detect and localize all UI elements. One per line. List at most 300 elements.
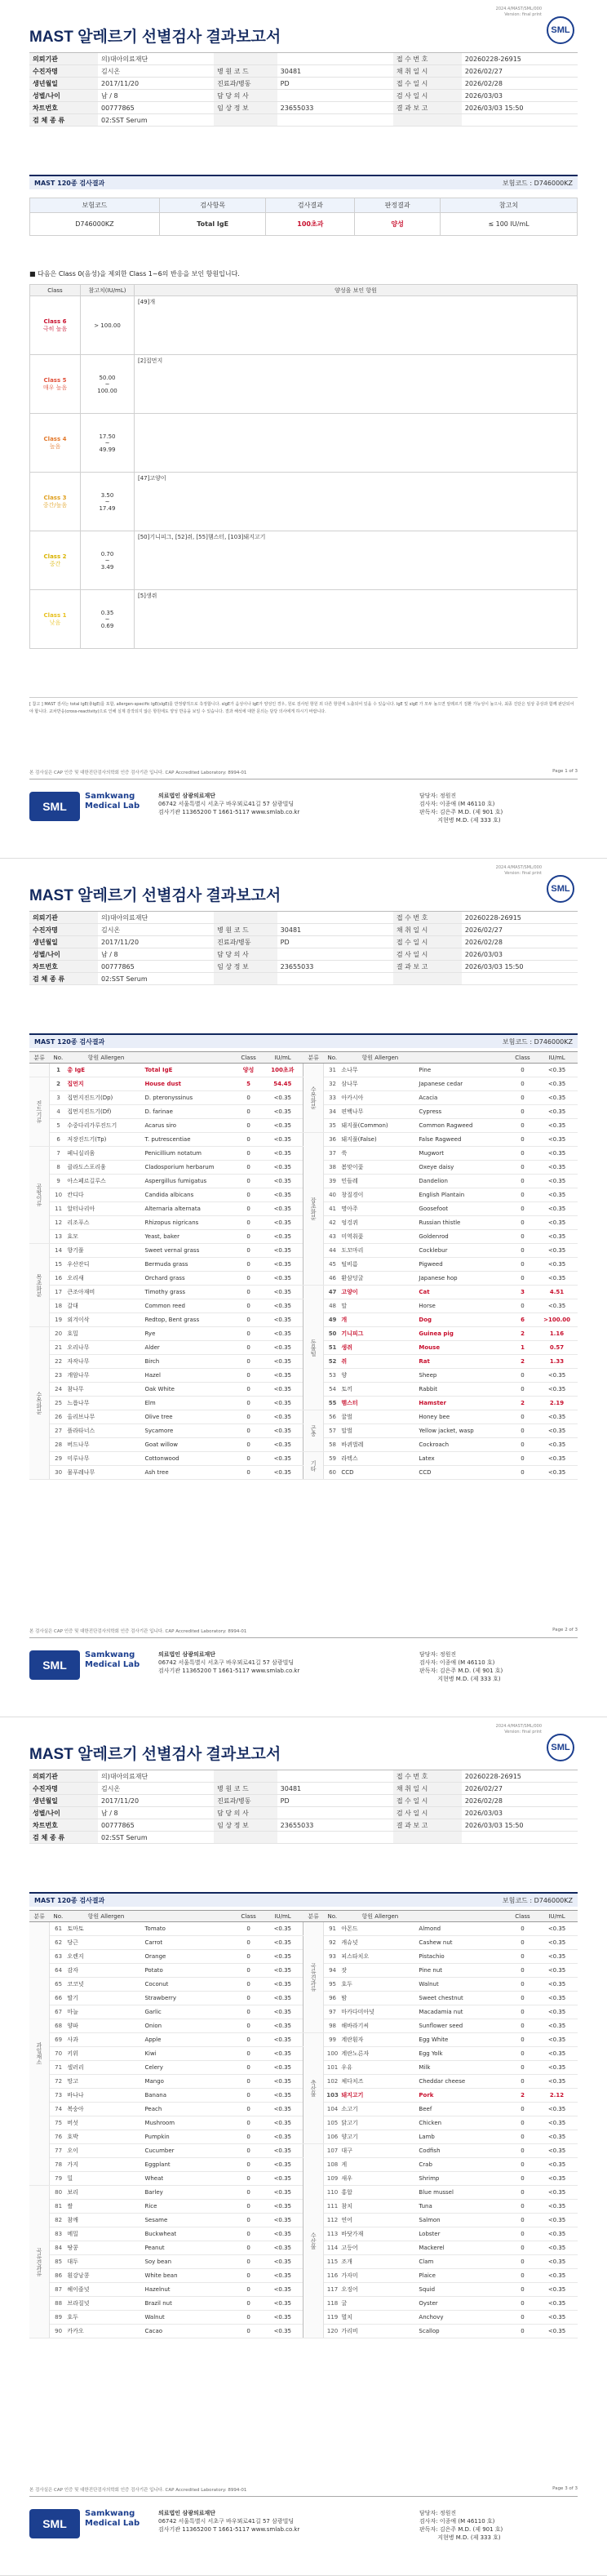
allergen-eng: D. farinae [144, 1105, 235, 1119]
allergen-kor: 셀러리 [67, 2061, 144, 2075]
allergen-value: <0.35 [262, 1424, 304, 1438]
allergen-value: <0.35 [262, 1119, 304, 1133]
info-label: 검 사 일 시 [393, 948, 462, 961]
summary-header: 판정결과 [355, 198, 441, 213]
allergen-kor: 엉겅퀴 [341, 1216, 419, 1230]
info-label: 병 원 코 드 [214, 924, 277, 936]
allergen-eng: Walnut [144, 2311, 235, 2325]
allergen-class: 0 [235, 1397, 262, 1410]
allergen-class: 0 [509, 2033, 536, 2047]
allergen-eng: Garlic [144, 2005, 235, 2019]
allergen-class: 0 [235, 1244, 262, 1258]
info-row [29, 961, 578, 973]
allergen-no: 12 [49, 1216, 67, 1230]
allergen-eng: Carrot [144, 1936, 235, 1950]
info-value: 00777865 [98, 1819, 214, 1832]
allergen-kor: 브라질넛 [67, 2297, 144, 2311]
allergen-class: 0 [235, 1922, 262, 1936]
allergen-value: <0.35 [536, 2116, 578, 2130]
info-label [214, 1832, 277, 1844]
info-value: 남 / 8 [98, 1807, 214, 1819]
allergen-no: 75 [49, 2116, 67, 2130]
allergen-value: <0.35 [536, 1216, 578, 1230]
allergen-eng: Elm [144, 1397, 235, 1410]
allergen-kor: CCD [341, 1466, 419, 1480]
summary-item: Total IgE [159, 213, 266, 236]
allergen-eng: Cockroach [419, 1438, 509, 1452]
allergen-value: <0.35 [536, 2103, 578, 2116]
allergen-class: 5 [235, 1077, 262, 1091]
info-label: 검 체 종 류 [29, 973, 98, 985]
results-header-cell: 항원 Allergen [67, 1052, 144, 1064]
info-label: 접 수 일 시 [393, 1795, 462, 1807]
info-row [29, 1770, 578, 1783]
version-note: 2024.4/MAST/SML/000 Version: final print [495, 7, 542, 17]
info-label: 담 당 의 사 [214, 1807, 277, 1819]
allergen-kor: 돼지풀(Common) [341, 1119, 419, 1133]
allergen-class: 0 [235, 1147, 262, 1161]
class-header: 양성을 보인 항원 [135, 285, 578, 296]
allergen-no: 100 [323, 2047, 341, 2061]
allergen-class: 0 [235, 1105, 262, 1119]
info-value: 김시온 [98, 1783, 214, 1795]
allergen-kor: 피스타치오 [341, 1950, 419, 1964]
footer-signatures: 담당자: 정원진 검사자: 이종애 (M 46110 호) 판독자: 김은주 M.D. (제 901 호) 지현병 M.D. (제 333 호) [419, 1651, 503, 1682]
allergen-class: 0 [235, 2019, 262, 2033]
allergen-no: 115 [323, 2255, 341, 2269]
allergen-eng: Common reed [144, 1299, 235, 1313]
allergen-kor: 조개 [341, 2255, 419, 2269]
allergen-eng: Macadamia nut [419, 2005, 509, 2019]
class-desc: 중간 [49, 560, 61, 567]
info-label: 생년월일 [29, 1795, 98, 1807]
allergen-class: 0 [509, 1133, 536, 1147]
allergen-group: 목초화분 [29, 1244, 49, 1327]
info-label [214, 114, 277, 127]
allergen-no: 30 [49, 1466, 67, 1480]
allergen-value: <0.35 [536, 1438, 578, 1452]
allergen-value: <0.35 [536, 2172, 578, 2186]
result-row [29, 1286, 578, 1299]
allergen-no: 1 [49, 1064, 67, 1077]
class-header: 참고치(IU/mL) [81, 285, 135, 296]
allergen-class: 0 [235, 1161, 262, 1175]
result-row [29, 1410, 578, 1424]
info-value [277, 114, 393, 127]
results-header-cell: Class [509, 1911, 536, 1922]
info-label: 접 수 번 호 [393, 1770, 462, 1783]
allergen-no: 51 [323, 1341, 341, 1355]
info-value: 20260228-26915 [462, 53, 578, 65]
allergen-class: 0 [235, 2325, 262, 2338]
allergen-kor: 올리브나무 [67, 1410, 144, 1424]
allergen-kor: 딸기 [67, 1992, 144, 2005]
info-label: 성별/나이 [29, 1807, 98, 1819]
summary-header: 검사결과 [266, 198, 355, 213]
allergen-eng: Crab [419, 2158, 509, 2172]
allergen-no: 20 [49, 1327, 67, 1341]
info-label: 검 사 일 시 [393, 1807, 462, 1819]
allergen-class: 0 [235, 1950, 262, 1964]
allergen-value: <0.35 [262, 2130, 304, 2144]
allergen-no: 94 [323, 1964, 341, 1978]
class-allergens: [47]고양이 [135, 473, 578, 531]
allergen-kor: 느릅나무 [67, 1397, 144, 1410]
allergen-class: 0 [235, 2061, 262, 2075]
allergen-no: 39 [323, 1175, 341, 1188]
allergen-class: 0 [509, 1978, 536, 1992]
allergen-class: 0 [235, 1175, 262, 1188]
footer-addr: 06742 서울특별시 서초구 바우뫼로41길 57 삼광빌딩 [158, 801, 295, 807]
allergen-eng: White bean [144, 2269, 235, 2283]
allergen-eng: Apple [144, 2033, 235, 2047]
allergen-eng: Salmon [419, 2214, 509, 2227]
info-label: 차트번호 [29, 1819, 98, 1832]
class-note: ■ 다음은 Class 0(음성)을 제외한 Class 1~6의 반응을 보인 항원입니다. [29, 270, 240, 278]
allergen-kor: 큰조아재비 [67, 1286, 144, 1299]
allergen-kor: 망고 [67, 2075, 144, 2089]
info-label: 채 취 일 시 [393, 65, 462, 78]
allergen-no: 66 [49, 1992, 67, 2005]
info-label: 수진자명 [29, 65, 98, 78]
reference-note: [ 참고 ] MAST 검사는 total IgE(총IgE)를 포함, allergen-specific IgE(sIgE)를 반정량적으로 측정합니다. sIgE가 음성이나 IgE가 양성인 경우, 원로 검사된 항원 외 다른 항원에 노출되어 있을 수 있습니다. IgE 및 sIgE 가 모두 높으면 알레르기 질환 가능성이 높으나, 최종 진단은 임상 증상과 함께 판단되어야 합니다. 교차반응(cross-reactivity)으로 인해 실제 감작되지 않은 항원에도 양성 반응을 보일 수 있습니다. 결과 해석에 대한 문의는 담당 의사에게 하시기 바랍니다. [29, 697, 578, 716]
panel-header [29, 175, 578, 189]
allergen-no: 102 [323, 2075, 341, 2089]
allergen-eng: Aspergillus fumigatus [144, 1175, 235, 1188]
allergen-no: 53 [323, 1369, 341, 1383]
allergen-class: 0 [235, 2005, 262, 2019]
allergen-class: 0 [235, 2283, 262, 2297]
allergen-class: 0 [235, 1424, 262, 1438]
allergen-kor: 토끼 [341, 1383, 419, 1397]
allergen-value: <0.35 [536, 1950, 578, 1964]
allergen-no: 4 [49, 1105, 67, 1119]
allergen-kor: 기니피그 [341, 1327, 419, 1341]
info-label [393, 1832, 462, 1844]
allergen-kor: 감자 [67, 1964, 144, 1978]
allergen-kor: 메밀 [67, 2227, 144, 2241]
info-label [214, 973, 277, 985]
allergen-value: <0.35 [262, 1950, 304, 1964]
allergen-value: <0.35 [262, 1341, 304, 1355]
allergen-kor: 양파 [67, 2019, 144, 2033]
allergen-eng: Goldenrod [419, 1230, 509, 1244]
allergen-class: 0 [509, 1244, 536, 1258]
allergen-class: 0 [509, 1175, 536, 1188]
accreditation-text: 본 검사실은 CAP 인증 및 대한진단검사의학회 인증 검사기관 입니다. CAP Accredited Laboratory: 8994-01 [29, 1629, 247, 1634]
info-label [393, 114, 462, 127]
allergen-class: 0 [509, 2325, 536, 2338]
class-allergens: [49]개 [135, 296, 578, 355]
allergen-group: 동물털 [304, 1286, 323, 1410]
allergen-no: 43 [323, 1230, 341, 1244]
report-title: MAST 알레르기 선별검사 결과보고서 [29, 887, 281, 904]
allergen-class: 0 [235, 1341, 262, 1355]
allergen-kor: 개 [341, 1313, 419, 1327]
allergen-kor: 돼지풀(False) [341, 1133, 419, 1147]
allergen-eng: Brazil nut [144, 2297, 235, 2311]
allergen-class: 0 [509, 1064, 536, 1077]
allergen-no: 6 [49, 1133, 67, 1147]
allergen-value: <0.35 [262, 1272, 304, 1286]
allergen-eng: Mushroom [144, 2116, 235, 2130]
allergen-eng: Hamster [419, 1397, 509, 1410]
allergen-class: 0 [509, 2061, 536, 2075]
allergen-no: 15 [49, 1258, 67, 1272]
class-label: Class 1 [43, 611, 67, 619]
allergen-kor: 물푸레나무 [67, 1466, 144, 1480]
insurance-code: 보험코드 : D746000KZ [502, 1896, 573, 1904]
allergen-class: 0 [235, 1286, 262, 1299]
page-number: Page 3 of 3 [552, 2486, 578, 2491]
footer-corp: 의료법인 삼광의료재단 [158, 2510, 216, 2516]
info-row [29, 1795, 578, 1807]
allergen-value: <0.35 [262, 2061, 304, 2075]
results-header-cell: 분류 [304, 1052, 323, 1064]
accreditation-text: 본 검사실은 CAP 인증 및 대한진단검사의학회 인증 검사기관 입니다. CAP Accredited Laboratory: 8994-01 [29, 2488, 247, 2493]
allergen-class: 0 [509, 1369, 536, 1383]
allergen-no: 22 [49, 1355, 67, 1369]
allergen-group [29, 1064, 49, 1077]
results-header [29, 1911, 578, 1922]
allergen-eng: Cottonwood [144, 1452, 235, 1466]
info-value [277, 948, 393, 961]
allergen-value: <0.35 [536, 1992, 578, 2005]
allergen-kor: 토마토 [67, 1922, 144, 1936]
footer-lab-name: Samkwang Medical Lab [85, 1650, 140, 1669]
sml-logo: SML [547, 16, 574, 44]
allergen-value: <0.35 [262, 2269, 304, 2283]
allergen-eng: Cat [419, 1286, 509, 1299]
version-note: 2024.4/MAST/SML/000 Version: final print [495, 865, 542, 876]
allergen-no: 64 [49, 1964, 67, 1978]
info-value: 2026/03/03 [462, 948, 578, 961]
allergen-class: 0 [235, 2075, 262, 2089]
allergen-eng: Pistachio [419, 1950, 509, 1964]
footer [29, 2509, 578, 2558]
footer-address [158, 792, 395, 816]
allergen-eng: Yellow jacket, wasp [419, 1424, 509, 1438]
allergen-no: 41 [323, 1202, 341, 1216]
summary-header: 보험코드 [30, 198, 160, 213]
allergen-value: <0.35 [536, 2019, 578, 2033]
allergen-class: 0 [235, 2116, 262, 2130]
info-row [29, 1819, 578, 1832]
allergen-class: 0 [509, 1950, 536, 1964]
info-value: 30481 [277, 65, 393, 78]
allergen-class: 0 [509, 1188, 536, 1202]
allergen-value: 54.45 [262, 1077, 304, 1091]
allergen-kor: 호두 [341, 1978, 419, 1992]
allergen-eng: Squid [419, 2283, 509, 2297]
class-row [30, 414, 578, 473]
allergen-no: 55 [323, 1397, 341, 1410]
allergen-no: 37 [323, 1147, 341, 1161]
allergen-class: 0 [509, 1119, 536, 1133]
allergen-no: 117 [323, 2283, 341, 2297]
allergen-kor: 삼나무 [341, 1077, 419, 1091]
info-value: PD [277, 78, 393, 90]
allergen-no: 58 [323, 1438, 341, 1452]
footer-corp: 의료법인 삼광의료재단 [158, 793, 216, 799]
allergen-eng: Mango [144, 2075, 235, 2089]
info-value: 의)대아의료재단 [98, 1770, 214, 1783]
allergen-kor: 아카시아 [341, 1091, 419, 1105]
allergen-kor: 마늘 [67, 2005, 144, 2019]
allergen-value: <0.35 [536, 2033, 578, 2047]
allergen-eng: Russian thistle [419, 1216, 509, 1230]
allergen-no: 32 [323, 1077, 341, 1091]
allergen-no: 108 [323, 2158, 341, 2172]
allergen-eng: Milk [419, 2061, 509, 2075]
allergen-kor: 호두 [67, 2311, 144, 2325]
allergen-no: 99 [323, 2033, 341, 2047]
result-row [29, 1064, 578, 1077]
allergen-no: 112 [323, 2214, 341, 2227]
allergen-kor: 클라도스포리움 [67, 1161, 144, 1175]
allergen-no: 98 [323, 2019, 341, 2033]
allergen-eng: Chicken [419, 2116, 509, 2130]
allergen-kor: 가자미 [341, 2269, 419, 2283]
allergen-class: 0 [235, 2214, 262, 2227]
patient-info-table [29, 52, 578, 127]
class-row [30, 355, 578, 414]
allergen-kor: 오이 [67, 2144, 144, 2158]
footer-tel: 검사기관 11365200 T 1661-5117 www.smlab.co.kr [158, 1668, 300, 1674]
info-label: 의뢰기관 [29, 1770, 98, 1783]
allergen-eng: Strawberry [144, 1992, 235, 2005]
results-header-cell: 항원 Allergen [67, 1911, 144, 1922]
allergen-value: <0.35 [536, 2269, 578, 2283]
allergen-eng: Cypress [419, 1105, 509, 1119]
info-label [214, 912, 277, 924]
allergen-value: <0.35 [536, 2214, 578, 2227]
allergen-eng: Yeast, baker [144, 1230, 235, 1244]
allergen-class: 0 [235, 2047, 262, 2061]
results-header-cell: IU/mL [536, 1911, 578, 1922]
info-label: 병 원 코 드 [214, 65, 277, 78]
allergen-eng: Sheep [419, 1369, 509, 1383]
allergen-value: <0.35 [536, 2186, 578, 2200]
allergen-value: <0.35 [262, 1175, 304, 1188]
info-value: 02:SST Serum [98, 973, 214, 985]
info-value: 2026/03/03 [462, 1807, 578, 1819]
allergen-no: 114 [323, 2241, 341, 2255]
allergen-value: <0.35 [262, 1383, 304, 1397]
class-range: > 100.00 [81, 296, 135, 355]
allergen-kor: 참치 [341, 2200, 419, 2214]
allergen-value: <0.35 [262, 1105, 304, 1119]
allergen-no: 71 [49, 2061, 67, 2075]
allergen-value: <0.35 [262, 1216, 304, 1230]
allergen-eng: D. pteronyssinus [144, 1091, 235, 1105]
allergen-kor: 민들레 [341, 1175, 419, 1188]
allergen-value: <0.35 [536, 1188, 578, 1202]
allergen-value: <0.35 [262, 1161, 304, 1175]
allergen-value: <0.35 [536, 1161, 578, 1175]
results-header-cell: Class [235, 1911, 262, 1922]
class-name [30, 414, 81, 473]
allergen-value: <0.35 [536, 1369, 578, 1383]
allergen-eng: Kiwi [144, 2047, 235, 2061]
allergen-group: 곤충 [304, 1410, 323, 1452]
allergen-class: 0 [509, 1091, 536, 1105]
info-row [29, 1832, 578, 1844]
results-table [29, 1910, 578, 2338]
allergen-class: 양성 [235, 1064, 262, 1077]
allergen-kor: 갈대 [67, 1299, 144, 1313]
allergen-no: 35 [323, 1119, 341, 1133]
allergen-kor: 집먼지 [67, 1077, 144, 1091]
allergen-value: <0.35 [536, 2005, 578, 2019]
allergen-eng: Blue mussel [419, 2186, 509, 2200]
allergen-value: <0.35 [536, 2075, 578, 2089]
info-value: 2017/11/20 [98, 1795, 214, 1807]
results-header-cell: IU/mL [536, 1052, 578, 1064]
allergen-no: 7 [49, 1147, 67, 1161]
allergen-value: <0.35 [536, 2130, 578, 2144]
info-value: 20260228-26915 [462, 912, 578, 924]
allergen-eng: Wheat [144, 2172, 235, 2186]
allergen-eng: Hazel [144, 1369, 235, 1383]
allergen-kor: 향기풀 [67, 1244, 144, 1258]
allergen-eng: Tomato [144, 1922, 235, 1936]
allergen-class: 0 [235, 1355, 262, 1369]
allergen-class: 0 [509, 1466, 536, 1480]
allergen-value: <0.35 [536, 2255, 578, 2269]
allergen-no: 8 [49, 1161, 67, 1175]
allergen-class: 0 [235, 1119, 262, 1133]
allergen-kor: 계란흰자 [341, 2033, 419, 2047]
info-label: 차트번호 [29, 102, 98, 114]
allergen-no: 97 [323, 2005, 341, 2019]
allergen-no: 90 [49, 2325, 67, 2338]
allergen-value: <0.35 [536, 2311, 578, 2325]
allergen-no: 88 [49, 2297, 67, 2311]
info-value: 2026/03/03 [462, 90, 578, 102]
allergen-no: 14 [49, 1244, 67, 1258]
allergen-no: 21 [49, 1341, 67, 1355]
info-value: 02:SST Serum [98, 114, 214, 127]
info-value: 2026/03/03 15:50 [462, 102, 578, 114]
results-header-cell [144, 1911, 235, 1922]
class-allergens [135, 414, 578, 473]
class-row [30, 296, 578, 355]
results-header-cell: No. [323, 1052, 341, 1064]
info-label: 의뢰기관 [29, 912, 98, 924]
allergen-eng: Pumpkin [144, 2130, 235, 2144]
allergen-eng: Oak White [144, 1383, 235, 1397]
footer-signatures: 담당자: 정원진 검사자: 이종애 (M 46110 호) 판독자: 김은주 M.D. (제 901 호) 지현병 M.D. (제 333 호) [419, 2510, 503, 2541]
allergen-value: <0.35 [262, 1922, 304, 1936]
allergen-kor: 생쥐 [341, 1341, 419, 1355]
allergen-kor: 캐슈넛 [341, 1936, 419, 1950]
allergen-kor: 헤이즐넛 [67, 2283, 144, 2297]
allergen-kor: 고양이 [341, 1286, 419, 1299]
result-row [29, 1452, 578, 1466]
info-label: 접 수 일 시 [393, 936, 462, 948]
allergen-value: <0.35 [536, 1258, 578, 1272]
allergen-value: <0.35 [262, 1369, 304, 1383]
allergen-kor: 연어 [341, 2214, 419, 2227]
allergen-eng: Timothy grass [144, 1286, 235, 1299]
allergen-class: 0 [509, 1230, 536, 1244]
allergen-no: 76 [49, 2130, 67, 2144]
allergen-kor: 당근 [67, 1936, 144, 1950]
info-row [29, 78, 578, 90]
allergen-class: 0 [509, 2005, 536, 2019]
info-label: 담 당 의 사 [214, 948, 277, 961]
